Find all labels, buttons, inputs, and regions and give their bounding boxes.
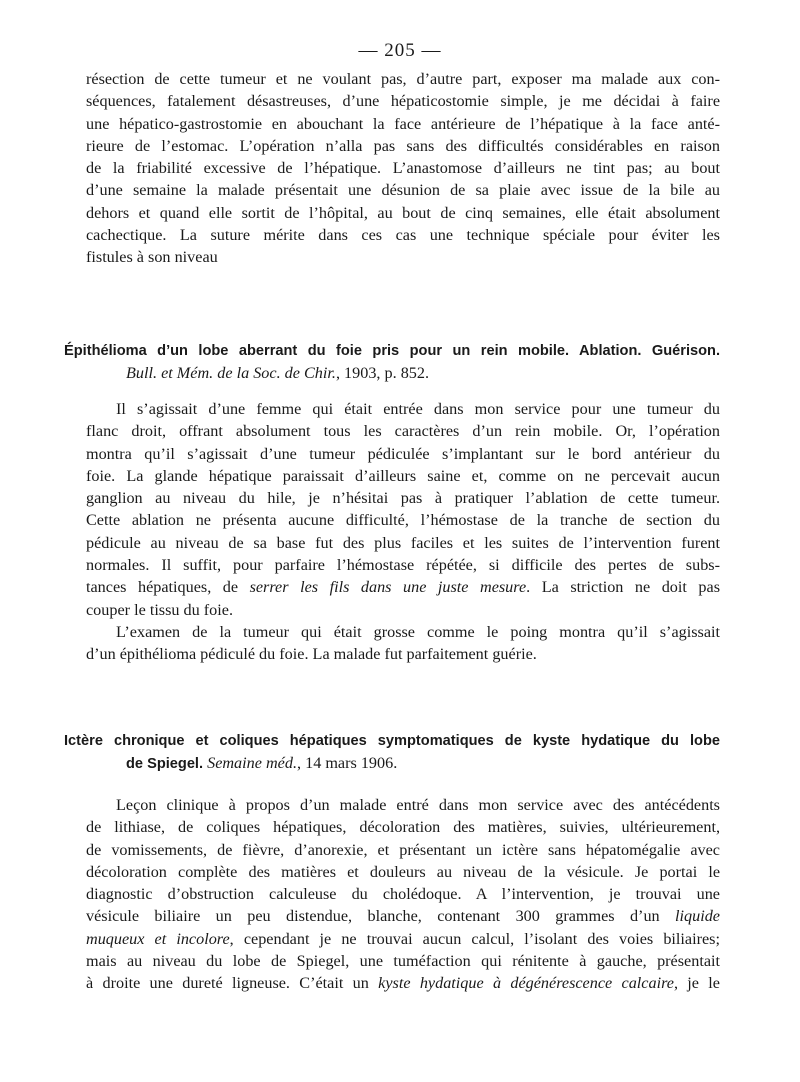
citation-details: , 14 mars 1906. [297, 754, 398, 773]
citation-journal: Semaine méd. [207, 754, 297, 773]
paragraph-intro [86, 68, 720, 269]
section-heading-kyste [64, 730, 720, 775]
text-line: ganglion au niveau du hile, je n’hésitai pas à pratiquer l’ablation de cette tumeur. [86, 489, 720, 508]
text-line: mais au niveau du lobe de Spiegel, une tuméfaction qui rénitente à gauche, présentait [86, 952, 720, 971]
text-line: pédicule au niveau de sa base fut des plus faciles et les suites de l’intervention furent [86, 533, 720, 552]
text-line: Leçon clinique à propos d’un malade entré dans mon service avec des antécédents [116, 796, 720, 814]
section-heading-epithelioma [64, 340, 720, 385]
text-line: rieure de l’estomac. L’opération n’alla pas sans des difficultés considérables en raison [86, 136, 720, 155]
text-line: fistules à son niveau [86, 248, 218, 267]
citation-journal: Bull. et Mém. de la Soc. de Chir. [126, 364, 336, 383]
page-number: — 205 — [358, 40, 442, 61]
text-line: foie. La glande hépatique paraissait d’ailleurs saine et, comme on ne percevait aucun [86, 466, 720, 485]
text-span: , je le [673, 974, 720, 993]
text-line: couper le tissu du foie. [86, 600, 233, 619]
text-line: une hépatico-gastrostomie en abouchant la face antérieure de l’hépatique à la face anté- [86, 114, 720, 133]
section-title: Épithélioma d’un lobe aberrant du foie pris pour un rein mobile. Ablation. Guérison. [64, 343, 720, 359]
text-line [86, 905, 720, 927]
text-line: de vomissements, de fièvre, d’anorexie, et présentant un ictère sans hépatomégalie avec [86, 840, 720, 859]
text-line: diagnostic d’obstruction calculeuse du cholédoque. A l’intervention, je trouvai une [86, 885, 720, 904]
text-line: normales. Il suffit, pour parfaire l’hémostase répétée, si difficile des pertes de subs- [86, 556, 720, 575]
text-line: dehors et quand elle sortit de l’hôpital, au bout de cinq semaines, elle était absolument [86, 203, 720, 222]
text-line: séquences, fatalement désastreuses, d’une hépaticostomie simple, je me décidai à faire [86, 92, 720, 111]
text-line: Cette ablation ne présenta aucune difficulté, l’hémostase de la tranche de section du [86, 511, 720, 530]
text-line: de la friabilité excessive de l’hépatique. L’anastomose d’ailleurs ne tint pas; au bout [86, 159, 720, 178]
text-line [86, 972, 720, 994]
text-line [86, 576, 720, 598]
text-line: résection de cette tumeur et ne voulant pas, d’autre part, exposer ma malade aux con- [86, 70, 720, 88]
text-line: flanc droit, offrant absolument tous les caractères d’un rein mobile. Or, l’opération [86, 422, 720, 441]
emphasis: kyste hydatique à dégénérescence calcaire [378, 974, 674, 993]
text-span: , cependant je ne trouvai aucun calcul, l’isolant des voies biliaires; [229, 929, 720, 948]
citation [64, 362, 720, 384]
text-span: tances hépatiques, de [86, 578, 250, 597]
emphasis: muqueux et incolore [86, 929, 230, 948]
text-line [86, 928, 720, 950]
text-line: d’une semaine la malade présentait une désunion de sa plaie avec issue de la bile au [86, 181, 720, 200]
section-title-continued [64, 752, 720, 774]
text-line: montra qu’il s’agissait d’une tumeur pédiculée s’implantant sur le bord antérieur du [86, 444, 720, 463]
emphasis: liquide [675, 907, 720, 926]
text-line: d’un épithélioma pédiculé du foie. La malade fut parfaitement guérie. [86, 645, 537, 664]
text-span: à droite une dureté ligneuse. C’était un [86, 974, 379, 993]
citation-details: , 1903, p. 852. [335, 364, 430, 383]
text-line: décoloration complète des matières et douleurs au niveau de la vésicule. Je portai le [86, 862, 720, 881]
paragraph-kyste [86, 794, 720, 995]
text-line: Il s’agissait d’une femme qui était entrée dans mon service pour une tumeur du [116, 400, 720, 418]
text-line: de lithiase, de coliques hépatiques, décoloration des matières, suivies, ultérieurement, [86, 818, 720, 837]
paragraph-epithelioma [86, 398, 720, 666]
emphasis: serrer les fils dans une juste mesure [249, 578, 527, 597]
text-span: vésicule biliaire un peu distendue, blanche, contenant 300 grammes d’un [86, 907, 660, 926]
text-line: L’examen de la tumeur qui était grosse comme le poing montra qu’il s’agissait [116, 622, 720, 641]
text-line: cachectique. La suture mérite dans ces cas une technique spéciale pour éviter les [86, 226, 720, 245]
text-span: . La striction ne doit pas [526, 578, 720, 597]
section-title: Ictère chronique et coliques hépatiques symptomatiques de kyste hydatique du lobe [64, 733, 720, 749]
section-title-end: de Spiegel. [126, 756, 204, 773]
